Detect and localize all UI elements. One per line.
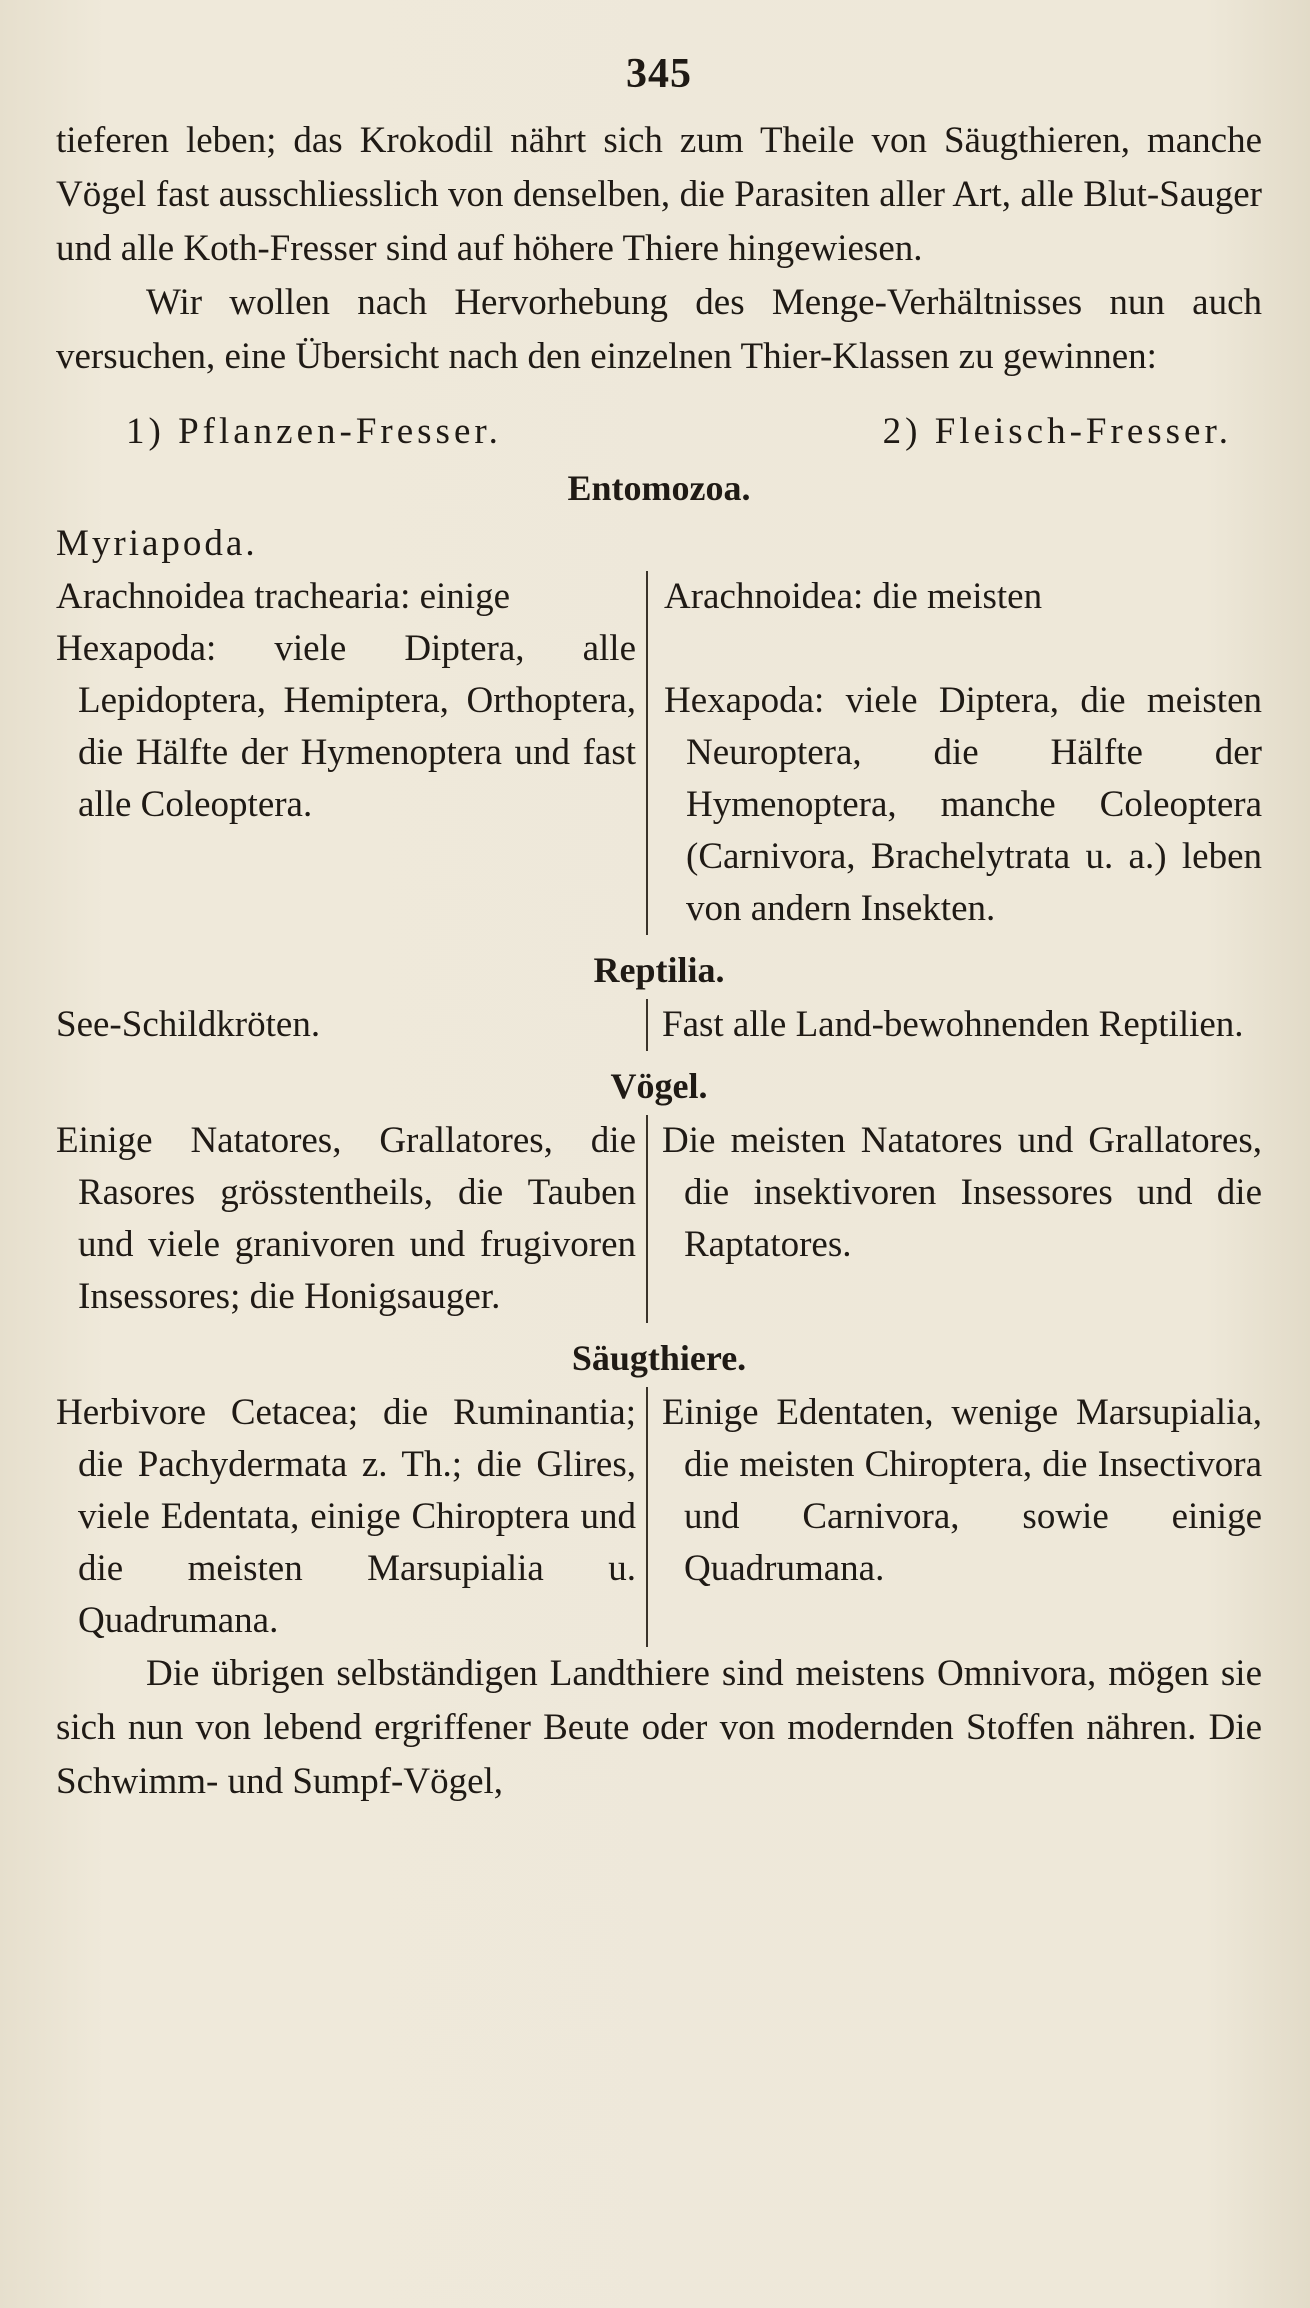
- entomozoa-carnivores: [646, 571, 1262, 935]
- entomozoa-left-arachnoidea: Arachnoidea trachearia: einige: [56, 576, 511, 617]
- entomozoa-right-hexapoda: Hexapoda: viele Diptera, die meisten Neuroptera, die Hälfte der Hymenoptera, manche Coleoptera (Carnivora, Brachelytrata u. a.) leben von andern Insekten.: [664, 680, 1262, 929]
- voegel-herbivores: Einige Natatores, Grallatores, die Rasores grösstentheils, die Tauben und viele granivoren und frugivoren Insessores; die Honigsauger.: [56, 1120, 636, 1317]
- myriapoda-line: Myriapoda.: [56, 523, 258, 564]
- saeugthiere-herbivores: Herbivore Cetacea; die Ruminantia; die Pachydermata z. Th.; die Glires, viele Edentata, einige Chiroptera und die meisten Marsupialia u. Quadrumana.: [56, 1392, 636, 1641]
- entomozoa-table: [56, 571, 1262, 935]
- diet-headings: [56, 410, 1262, 453]
- intro-paragraph-1: tieferen leben; das Krokodil nährt sich zum Theile von Säugthieren, manche Vögel fast ausschliesslich von denselben, die Parasiten aller Art, alle Blut-Sauger und alle Koth-Fresser sind auf höhere Thiere hingewiesen.: [56, 120, 1262, 269]
- section-title-reptilia: Reptilia.: [593, 950, 725, 990]
- section-title-entomozoa: Entomozoa.: [567, 468, 751, 508]
- reptilia-carnivores: Fast alle Land-bewohnenden Reptilien.: [646, 999, 1262, 1051]
- carnivore-heading: 2) Fleisch-Fresser.: [882, 411, 1232, 452]
- reptilia-table: [56, 999, 1262, 1051]
- reptilia-herbivores: See-Schildkröten.: [56, 1004, 321, 1045]
- closing-paragraph: Die übrigen selbständigen Landthiere sind meistens Omnivora, mögen sie sich nun von lebend ergriffener Beute oder von modernden Stoffen nähren. Die Schwimm- und Sumpf-Vögel,: [56, 1653, 1262, 1802]
- herbivore-heading: 1) Pflanzen-Fresser.: [126, 411, 502, 452]
- section-title-saeugthiere: Säugthiere.: [571, 1338, 747, 1378]
- entomozoa-right-arachnoidea: Arachnoidea: die meisten: [664, 576, 1043, 617]
- saeugthiere-table: [56, 1387, 1262, 1647]
- entomozoa-left-hexapoda: Hexapoda: viele Diptera, alle Lepidoptera, Hemiptera, Orthoptera, die Hälfte der Hymenoptera und fast alle Coleoptera.: [56, 628, 636, 825]
- voegel-carnivores: Die meisten Natatores und Grallatores, die insektivoren Insessores und die Raptatores.: [646, 1115, 1262, 1323]
- entomozoa-herbivores: [56, 571, 646, 935]
- voegel-table: [56, 1115, 1262, 1323]
- page-number: 345: [626, 51, 692, 97]
- saeugthiere-carnivores: Einige Edentaten, wenige Marsupialia, die meisten Chiroptera, die Insectivora und Carnivora, sowie einige Quadrumana.: [646, 1387, 1262, 1647]
- intro-paragraph-2: Wir wollen nach Hervorhebung des Menge-Verhältnisses nun auch versuchen, eine Übersicht nach den einzelnen Thier-Klassen zu gewinnen:: [56, 282, 1262, 377]
- section-title-voegel: Vögel.: [610, 1066, 708, 1106]
